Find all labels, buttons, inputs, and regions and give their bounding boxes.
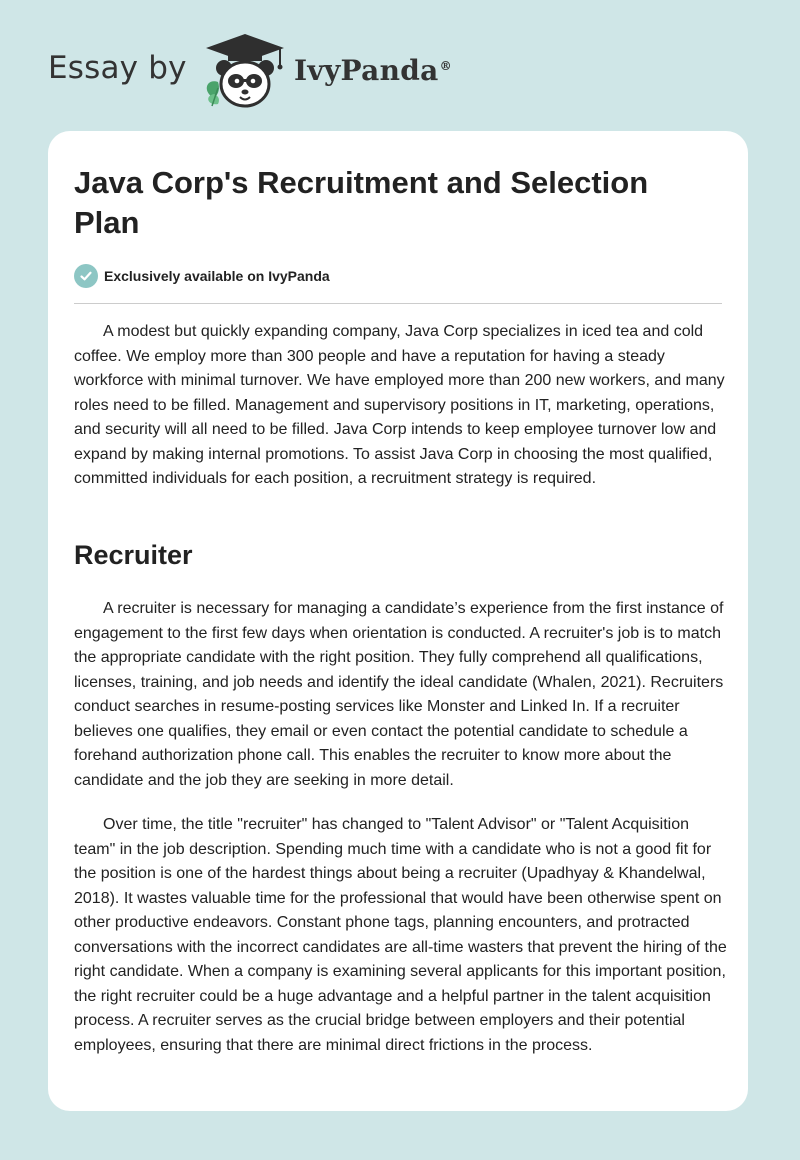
essay-title: Java Corp's Recruitment and Selection Plan <box>74 165 649 240</box>
brand-name-text: IvyPanda <box>294 54 439 87</box>
section-heading-recruiter: Recruiter <box>74 540 193 570</box>
essay-card <box>48 131 748 1111</box>
intro-paragraph: A modest but quickly expanding company, Java Corp specializes in iced tea and cold coffee. We employ more than 300 people and have a reputation for having a steady workforce with minimal turnover. We have employed more than 200 new workers, and many roles need to be filled. Management and supervisory positions in IT, marketing, operations, and security will all need to be filled. Java Corp intends to keep employee turnover low and expand by making internal promotions. To assist Java Corp in choosing the most qualified, committed individuals for each position, a recruitment strategy is required. <box>74 323 725 487</box>
divider <box>74 303 722 304</box>
registered-mark: ® <box>439 58 452 73</box>
brand-name[interactable] <box>294 54 452 87</box>
site-header <box>48 30 748 110</box>
exclusive-label: Exclusively available on IvyPanda <box>104 268 330 284</box>
exclusive-badge <box>74 263 330 289</box>
recruiter-paragraph-2: Over time, the title "recruiter" has changed to "Talent Advisor" or "Talent Acquisition team" in the job description. Spending much time with a candidate who is not a good fit for the position is one of the hardest things about being a recruiter (Upadhyay & Khandelwal, 2018). It wastes valuable time for the professional that would have been otherwise spent on other productive endeavors. Constant phone tags, planning encounters, and protracted conversations with the incorrect candidates are all-time wasters that prevent the hiring of the right candidate. When a company is examining several applicants for this important position, the right recruiter could be a huge advantage and a helpful partner in the talent acquisition process. A recruiter serves as the crucial bridge between employers and their potential employees, ensuring that there are minimal direct frictions in the process. <box>74 816 727 1054</box>
panda-graduate-logo-icon[interactable] <box>200 32 290 110</box>
essay-by-label: Essay by <box>48 50 187 86</box>
check-circle-icon <box>74 264 98 288</box>
recruiter-paragraph-1: A recruiter is necessary for managing a candidate’s experience from the first instance of engagement to the first few days when orientation is conducted. A recruiter's job is to match the appropriate candidate with the right position. They fully comprehend all qualifications, licenses, training, and job needs and identify the ideal candidate (Whalen, 2021). Recruiters conduct searches in resume-posting services like Monster and Linked In. If a recruiter believes one qualifies, they email or even contact the potential candidate to schedule a forehand authorization phone call. This enables the recruiter to know more about the candidate and the job they are seeking in more detail. <box>74 600 724 789</box>
